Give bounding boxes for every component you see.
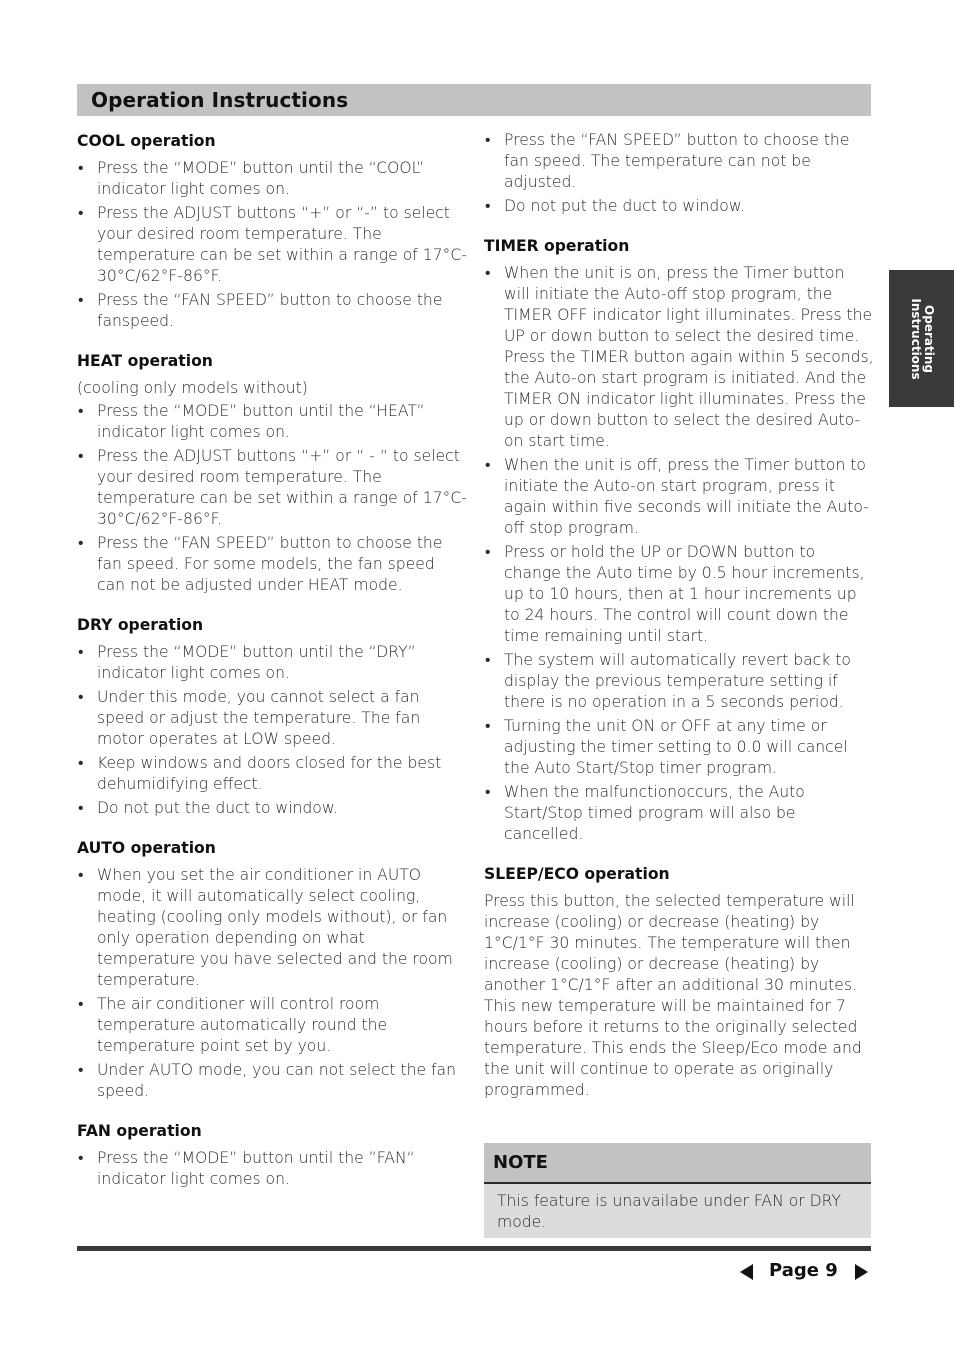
list-item: • Do not put the duct to window.	[484, 196, 874, 217]
list-item: • The air conditioner will control room temperature automatically round the temperature point set by you.	[77, 994, 467, 1057]
list-item: • Press the “MODE” button until the ”FAN“ indicator light comes on.	[77, 1148, 467, 1190]
auto-section	[77, 837, 467, 1102]
dry-section	[77, 614, 467, 819]
fan-bullets	[77, 1148, 467, 1190]
cool-section	[77, 130, 467, 332]
list-item: • Under AUTO mode, you can not select the fan speed.	[77, 1060, 467, 1102]
list-item: • The system will automatically revert back to display the previous temperature setting if there is no operation in a 5 seconds period.	[484, 650, 874, 713]
list-item: • Under this mode, you cannot select a fan speed or adjust the temperature. The fan motor operates at LOW speed.	[77, 687, 467, 750]
list-item: • Do not put the duct to window.	[77, 798, 467, 819]
timer-bullets	[484, 263, 874, 845]
list-item: • Press the “FAN SPEED” button to choose the fan speed. The temperature can not be adjusted.	[484, 130, 874, 193]
note-text: This feature is unavailabe under FAN or DRY mode.	[497, 1192, 841, 1231]
auto-title: AUTO operation	[77, 839, 216, 857]
list-item: • When you set the air conditioner in AUTO mode, it will automatically select cooling, heating (cooling only models without), or fan only operation depending on what temperature you have selected and the room temperature.	[77, 865, 467, 991]
heat-title: HEAT operation	[77, 352, 213, 370]
page-number: Page 9	[769, 1260, 838, 1281]
timer-section	[484, 235, 874, 845]
page-title: Operation Instructions	[91, 88, 349, 112]
list-item: • Press the “FAN SPEED” button to choose the fanspeed.	[77, 290, 467, 332]
dry-bullets	[77, 642, 467, 819]
list-item: • Press the “MODE” button until the “HEAT” indicator light comes on.	[77, 401, 467, 443]
list-item: • When the unit is off, press the Timer button to initiate the Auto-on start program, press it again within five seconds will initiate the Auto-off stop program.	[484, 455, 874, 539]
left-column	[77, 130, 467, 1208]
previous-page-icon[interactable]	[740, 1264, 753, 1280]
fan-continued-section	[484, 130, 874, 217]
note-box	[484, 1143, 871, 1238]
fan-continued-bullets	[484, 130, 874, 217]
list-item: • Keep windows and doors closed for the best dehumidifying effect.	[77, 753, 467, 795]
list-item: • When the malfunctionoccurs, the Auto Start/Stop timed program will also be cancelled.	[484, 782, 874, 845]
sleep-title: SLEEP/ECO operation	[484, 865, 670, 883]
right-column	[484, 130, 874, 1119]
list-item: • Press the ADJUST buttons “+” or “ - “ to select your desired room temperature. The temperature can be set within a range of 17°C-30°C/62°F-86°F.	[77, 446, 467, 530]
side-tab[interactable]	[889, 270, 954, 407]
fan-section	[77, 1120, 467, 1190]
pager	[738, 1260, 871, 1284]
heat-bullets	[77, 401, 467, 596]
timer-title: TIMER operation	[484, 237, 630, 255]
auto-bullets	[77, 865, 467, 1102]
heat-intro: (cooling only models without)	[77, 379, 308, 397]
header-bar	[77, 84, 871, 116]
cool-bullets	[77, 158, 467, 332]
list-item: • Press the “MODE” button until the “COOL” indicator light comes on.	[77, 158, 467, 200]
heat-section	[77, 350, 467, 596]
side-tab-label: Operating Instructions	[908, 297, 936, 380]
list-item: • Turning the unit ON or OFF at any time or adjusting the timer setting to 0.0 will cancel the Auto Start/Stop timer program.	[484, 716, 874, 779]
fan-title: FAN operation	[77, 1122, 202, 1140]
cool-title: COOL operation	[77, 132, 216, 150]
dry-title: DRY operation	[77, 616, 204, 634]
sleep-body: Press this button, the selected temperature will increase (cooling) or decrease (heating) by 1°C/1°F 30 minutes. The temperature will then increase (cooling) or decrease (heating) by another 1°C/1°F after an additional 30 minutes. This new temperature will be maintained for 7 hours before it returns to the originally selected temperature. This ends the Sleep/Eco mode and the unit will continue to operate as originally programmed.	[484, 892, 862, 1099]
sleep-section	[484, 863, 874, 1101]
list-item: • Press the “FAN SPEED” button to choose the fan speed. For some models, the fan speed can not be adjusted under HEAT mode.	[77, 533, 467, 596]
list-item: • Press the “MODE” button until the “DRY” indicator light comes on.	[77, 642, 467, 684]
note-header	[484, 1143, 871, 1184]
footer-rule	[77, 1246, 871, 1251]
list-item: • Press the ADJUST buttons “+” or “-” to select your desired room temperature. The temperature can be set within a range of 17°C-30°C/62°F-86°F.	[77, 203, 467, 287]
next-page-icon[interactable]	[855, 1264, 868, 1280]
note-title: NOTE	[493, 1152, 548, 1173]
list-item: • When the unit is on, press the Timer button will initiate the Auto-off stop program, the TIMER OFF indicator light illuminates. Press the UP or down button to select the desired time. Press the TIMER button again within 5 seconds, the Auto-on start program is initiated. And the TIMER ON indicator light illuminates. Press the up or down button to select the desired Auto-on start time.	[484, 263, 874, 452]
list-item: • Press or hold the UP or DOWN button to change the Auto time by 0.5 hour increments, up to 10 hours, then at 1 hour increments up to 24 hours. The control will count down the time remaining until start.	[484, 542, 874, 647]
